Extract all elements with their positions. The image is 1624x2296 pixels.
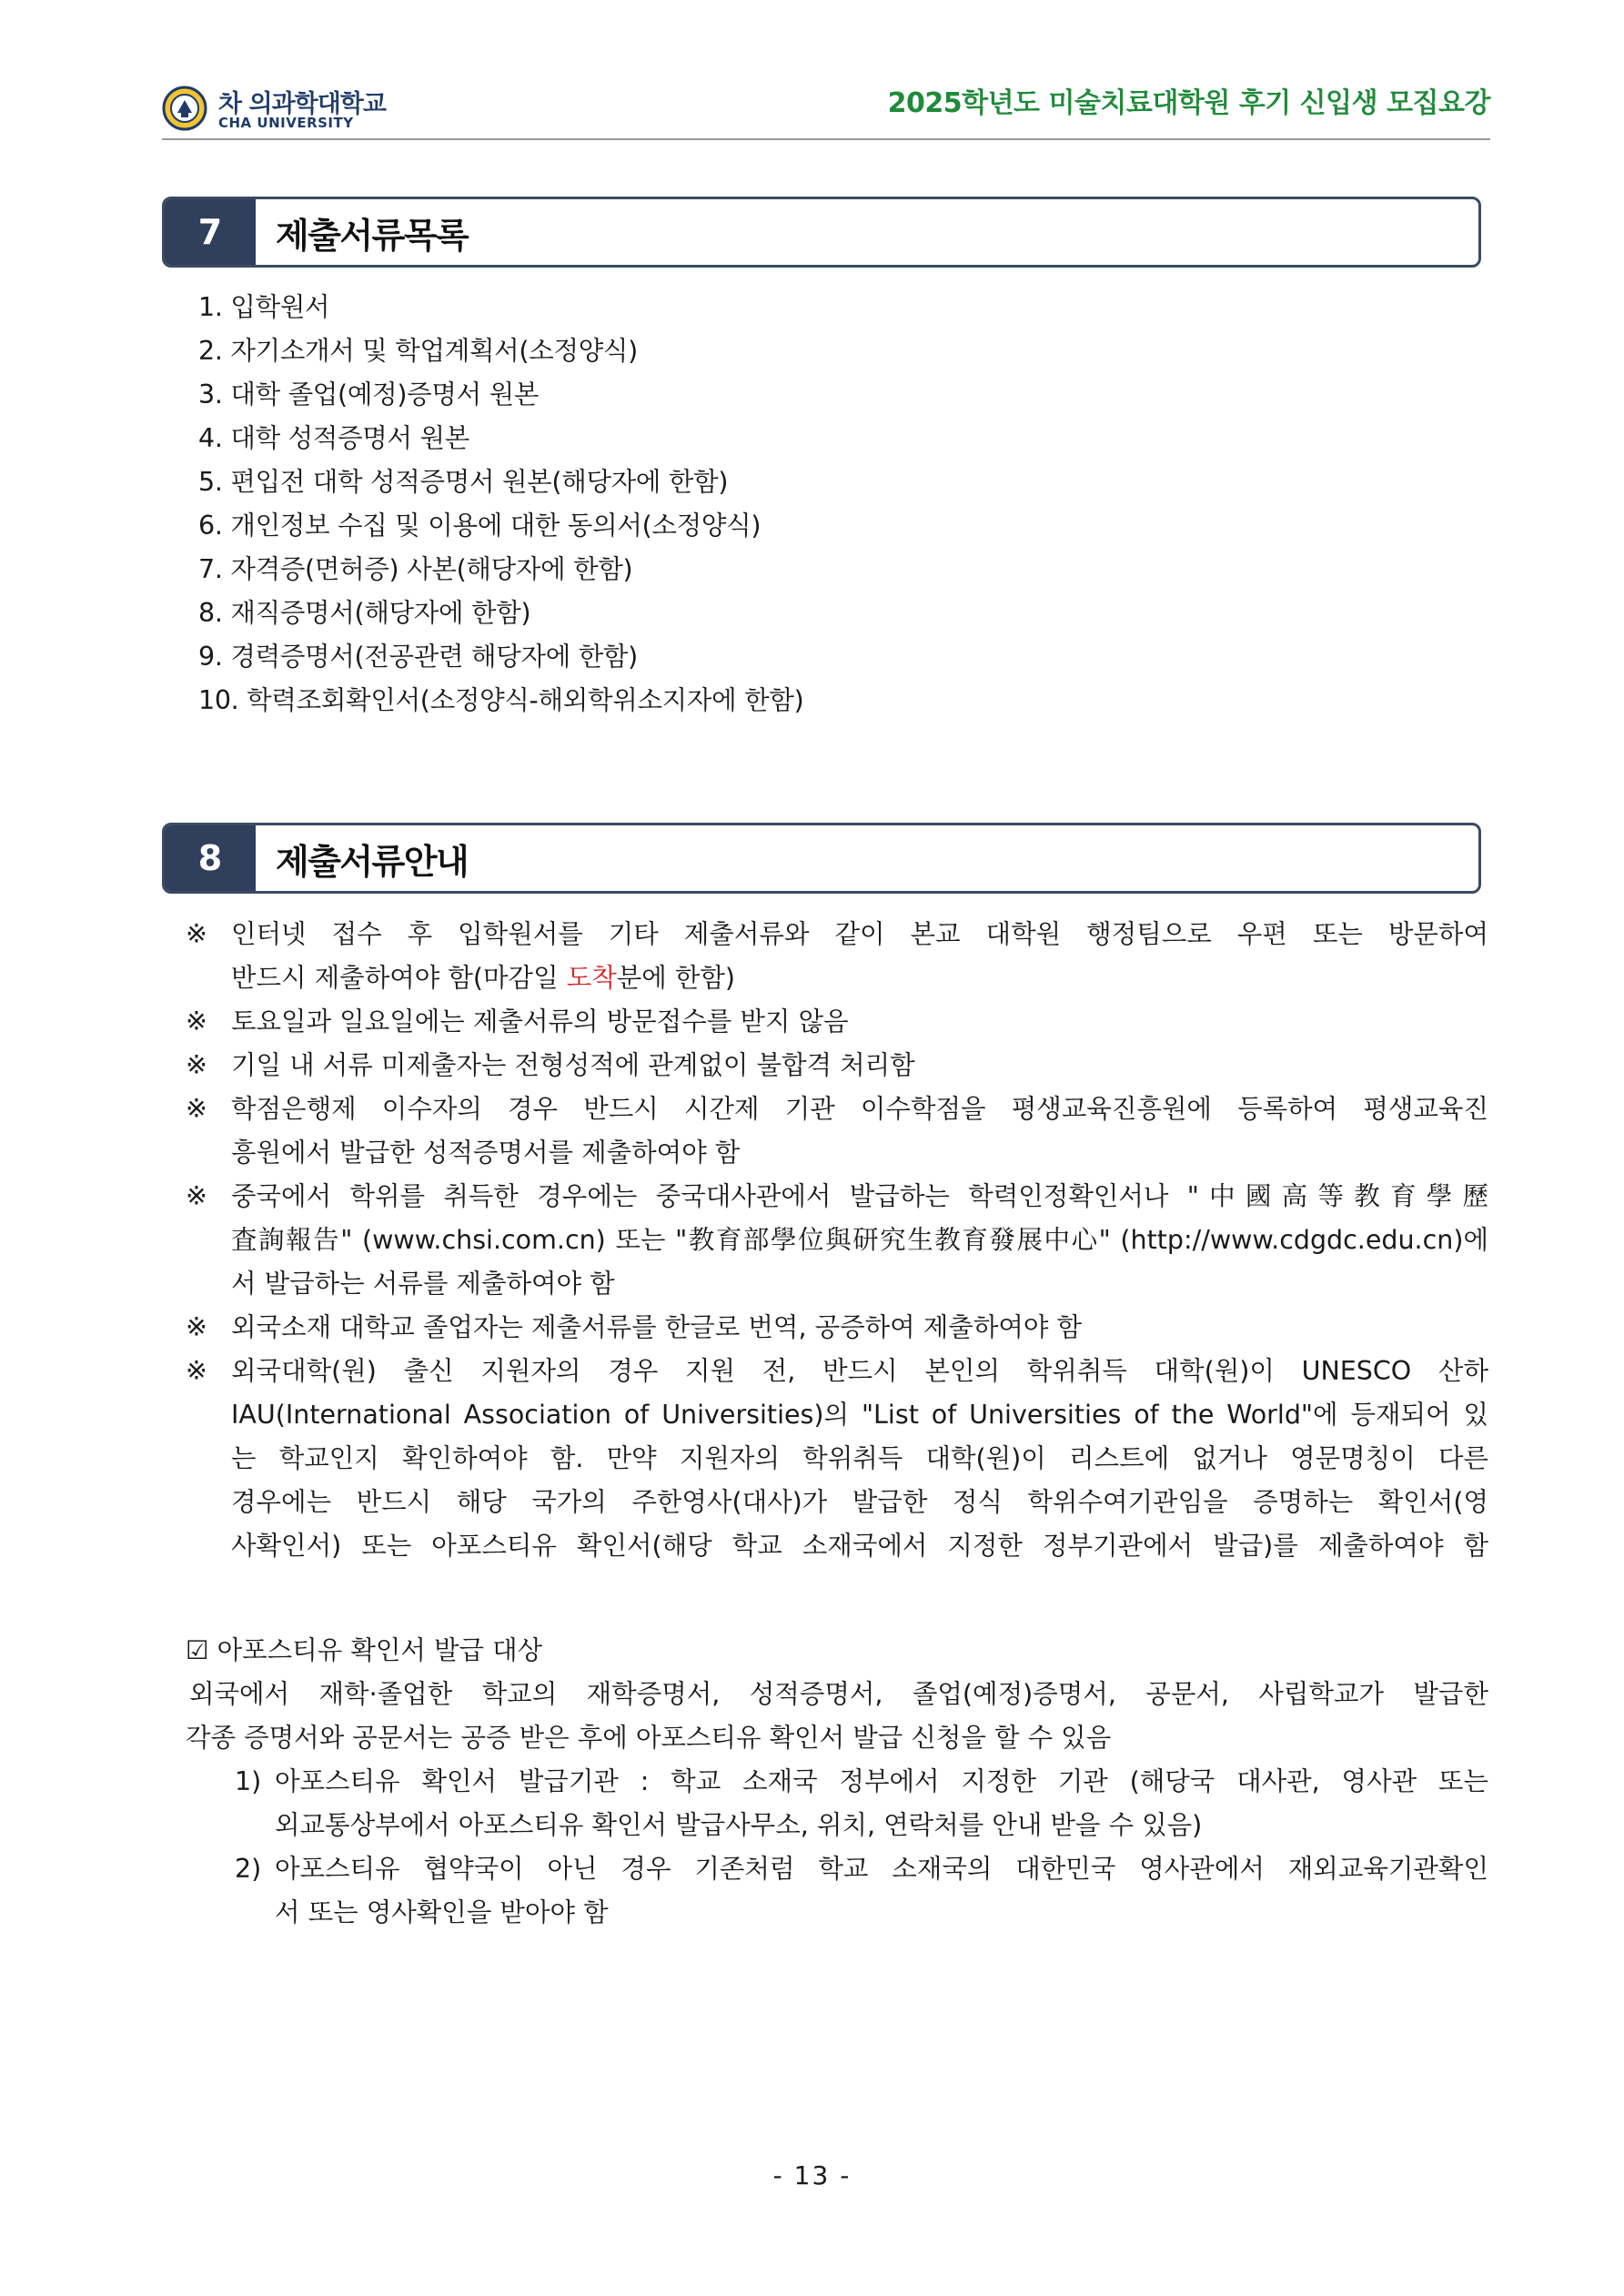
apostille-info <box>186 1629 1488 1935</box>
reference-mark: ※ <box>186 1050 207 1080</box>
document-title: 2025학년도 미술치료대학원 후기 신입생 모집요강 <box>887 87 1490 119</box>
note-item <box>186 1306 1488 1350</box>
apostille-text: 각종 증명서와 공문서는 공증 받은 후에 아포스티유 확인서 발급 신청을 할 수 있음 <box>186 1723 1112 1753</box>
list-item: 4. 대학 성적증명서 원본 <box>198 423 469 453</box>
note-text: 흥원에서 발급한 성적증명서를 제출하여야 함 <box>231 1138 741 1168</box>
note-text: 중국에서 학위를 취득한 경우에는 중국대사관에서 발급하는 학력인정확인서나 "中國高等教育學歷 <box>231 1181 1488 1211</box>
apostille-text: 외국에서 재학·졸업한 학교의 재학증명서, 성적증명서, 졸업(예정)증명서, 공문서, 사립학교가 발급한 <box>189 1679 1488 1709</box>
reference-mark: ※ <box>186 919 207 949</box>
sub-item-text: 아포스티유 협약국이 아닌 경우 기존처럼 학교 소재국의 대한민국 영사관에서 재외교육기관확인 <box>275 1854 1488 1884</box>
list-item: 10. 학력조회확인서(소정양식-해외학위소지자에 한함) <box>198 685 804 715</box>
page-header <box>162 80 1490 140</box>
note-text: 기일 내 서류 미제출자는 전형성적에 관계없이 불합격 처리함 <box>231 1050 915 1080</box>
list-item: 8. 재직증명서(해당자에 한함) <box>198 598 531 628</box>
note-text: 반드시 제출하여야 함(마감일 도착분에 한함) <box>231 963 736 993</box>
list-item: 3. 대학 졸업(예정)증명서 원본 <box>198 379 540 410</box>
sub-item-number: 1) <box>235 1766 262 1796</box>
note-text: 토요일과 일요일에는 제출서류의 방문접수를 받지 않음 <box>231 1006 849 1037</box>
list-item: 5. 편입전 대학 성적증명서 원본(해당자에 한함) <box>198 467 729 497</box>
list-item: 9. 경력증명서(전공관련 해당자에 한함) <box>198 642 638 672</box>
note-text: 학점은행제 이수자의 경우 반드시 시간제 기관 이수학점을 평생교육진흥원에 등록하여 평생교육진 <box>231 1094 1488 1124</box>
note-text: 외국소재 대학교 졸업자는 제출서류를 한글로 번역, 공증하여 제출하여야 함 <box>231 1312 1082 1342</box>
note-item <box>186 1350 1488 1568</box>
sub-item-text: 외교통상부에서 아포스티유 확인서 발급사무소, 위치, 연락처를 안내 받을 수 있음) <box>275 1810 1203 1840</box>
note-text: 사확인서) 또는 아포스티유 확인서(해당 학교 소재국에서 지정한 정부기관에서 발급)를 제출하여야 함 <box>231 1531 1488 1561</box>
sub-item-number: 2) <box>235 1854 262 1884</box>
section-title: 제출서류목록 <box>276 215 469 256</box>
note-text: 서 발급하는 서류를 제출하여야 함 <box>231 1269 615 1299</box>
list-item: 6. 개인정보 수집 및 이용에 대한 동의서(소정양식) <box>198 511 762 541</box>
highlight-arrival: 도착 <box>566 963 617 993</box>
university-emblem-icon <box>162 86 207 131</box>
reference-mark: ※ <box>186 1312 207 1342</box>
submission-guide-notes <box>186 913 1488 1568</box>
note-text: 경우에는 반드시 해당 국가의 주한영사(대사)가 발급한 정식 학위수여기관임을 증명하는 확인서(영 <box>231 1487 1488 1517</box>
note-item <box>186 1000 1488 1044</box>
note-text: 는 학교인지 확인하여야 함. 만약 지원자의 학위취득 대학(원)이 리스트에 없거나 영문명칭이 다른 <box>231 1443 1488 1473</box>
apostille-sub-item <box>186 1760 1488 1847</box>
section-number: 8 <box>165 825 256 891</box>
note-item <box>186 913 1488 1000</box>
list-item: 7. 자격증(면허증) 사본(해당자에 한함) <box>198 554 633 584</box>
note-item <box>186 1175 1488 1306</box>
sub-item-text: 서 또는 영사확인을 받아야 함 <box>275 1897 609 1927</box>
section-8-header <box>162 823 1481 894</box>
university-name-korean: 차 의과학대학교 <box>218 90 386 118</box>
note-text: 인터넷 접수 후 입학원서를 기타 제출서류와 같이 본교 대학원 행정팀으로 우편 또는 방문하여 <box>231 919 1488 949</box>
note-text: 외국대학(원) 출신 지원자의 경우 지원 전, 반드시 본인의 학위취득 대학(원)이 UNESCO 산하 <box>231 1356 1488 1386</box>
note-text: IAU(International Association of Universities)의 "List of Universities of the World"에 등재되어 있 <box>231 1400 1488 1430</box>
apostille-heading: ☑ 아포스티유 확인서 발급 대상 <box>186 1629 1488 1673</box>
sub-item-text: 아포스티유 확인서 발급기관 : 학교 소재국 정부에서 지정한 기관 (해당국 대사관, 영사관 또는 <box>275 1766 1488 1796</box>
note-item <box>186 1087 1488 1175</box>
list-item: 1. 입학원서 <box>198 292 330 322</box>
reference-mark: ※ <box>186 1006 207 1037</box>
university-name-english: CHA UNIVERSITY <box>218 115 354 131</box>
submission-documents-list <box>198 286 1490 723</box>
reference-mark: ※ <box>186 1356 207 1386</box>
note-item <box>186 1044 1488 1087</box>
list-item: 2. 자기소개서 및 학업계획서(소정양식) <box>198 336 638 366</box>
reference-mark: ※ <box>186 1181 207 1211</box>
apostille-sub-item <box>186 1847 1488 1935</box>
section-number: 7 <box>165 199 256 265</box>
note-text: 査詢報告" (www.chsi.com.cn) 또는 "教育部學位與研究生教育發展中心" (http://www.cdgdc.edu.cn)에 <box>231 1225 1488 1255</box>
reference-mark: ※ <box>186 1094 207 1124</box>
page-number: - 13 - <box>772 2160 852 2190</box>
section-title: 제출서류안내 <box>276 841 469 882</box>
checkbox-icon: ☑ <box>186 1635 209 1665</box>
section-7-header <box>162 197 1481 268</box>
